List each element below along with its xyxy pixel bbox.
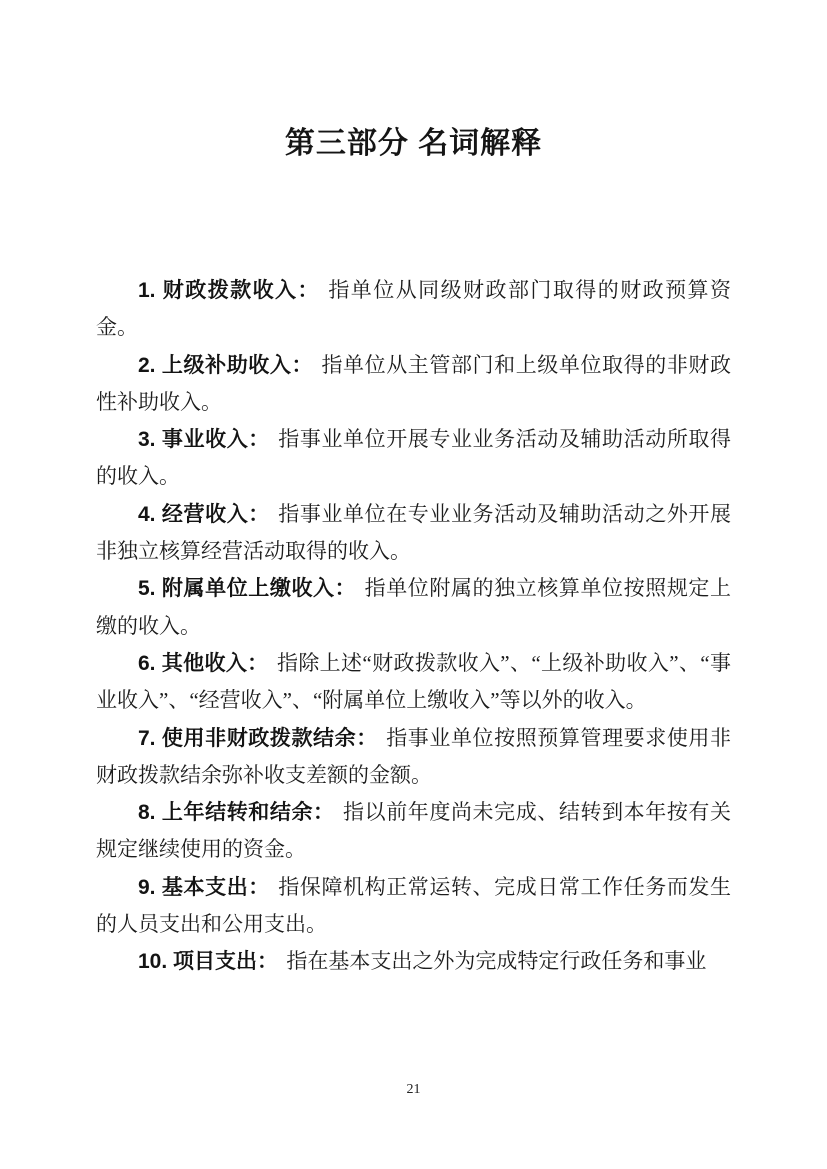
page-number: 21 — [406, 1082, 421, 1097]
term-label: 10. 项目支出： — [138, 950, 279, 974]
term-definition: 指事业单位在专业业务活动及辅助活动之外开展非独立核算经营活动取得的收入。 — [96, 501, 731, 564]
term-label: 9. 基本支出： — [138, 875, 270, 899]
term-paragraph — [96, 570, 731, 645]
term-definition: 指单位附属的独立核算单位按照规定上缴的收入。 — [96, 576, 731, 638]
term-definition: 指在基本支出之外为完成特定行政任务和事业 — [286, 949, 707, 974]
term-paragraph — [96, 720, 731, 795]
term-label: 6. 其他收入： — [138, 651, 269, 675]
term-definition: 指以前年度尚未完成、结转到本年按有关规定继续使用的资金。 — [96, 800, 732, 862]
term-definition: 指除上述“财政拨款收入”、“上级补助收入”、“事业收入”、“经营收入”、“附属单位上缴收入”等以外的收入。 — [96, 650, 731, 713]
term-paragraph — [96, 869, 731, 944]
term-label: 7. 使用非财政拨款结余： — [138, 726, 378, 750]
term-definition: 指单位从主管部门和上级单位取得的非财政性补助收入。 — [96, 352, 731, 414]
term-paragraph — [96, 943, 731, 980]
term-paragraph — [96, 496, 731, 571]
term-label: 5. 附属单位上缴收入： — [138, 577, 357, 601]
term-paragraph — [96, 794, 731, 869]
term-label: 2. 上级补助收入： — [138, 353, 314, 377]
glossary-body — [96, 272, 731, 981]
term-definition: 指事业单位按照预算管理要求使用非财政拨款结余弥补收支差额的金额。 — [96, 725, 731, 787]
page-title: 第三部分 名词解释 — [284, 127, 543, 160]
term-definition: 指单位从同级财政部门取得的财政预算资金。 — [96, 278, 731, 340]
term-definition: 指事业单位开展专业业务活动及辅助活动所取得的收入。 — [96, 427, 731, 489]
term-label: 1. 财政拨款收入： — [138, 279, 320, 302]
term-label: 8. 上年结转和结余： — [138, 801, 335, 825]
term-definition: 指保障机构正常运转、完成日常工作任务而发生的人员支出和公用支出。 — [96, 874, 731, 937]
term-label: 3. 事业收入： — [138, 428, 270, 452]
term-label: 4. 经营收入： — [138, 502, 270, 526]
term-paragraph — [96, 272, 731, 347]
term-paragraph — [96, 347, 731, 422]
term-paragraph — [96, 645, 731, 720]
term-paragraph — [96, 421, 731, 496]
